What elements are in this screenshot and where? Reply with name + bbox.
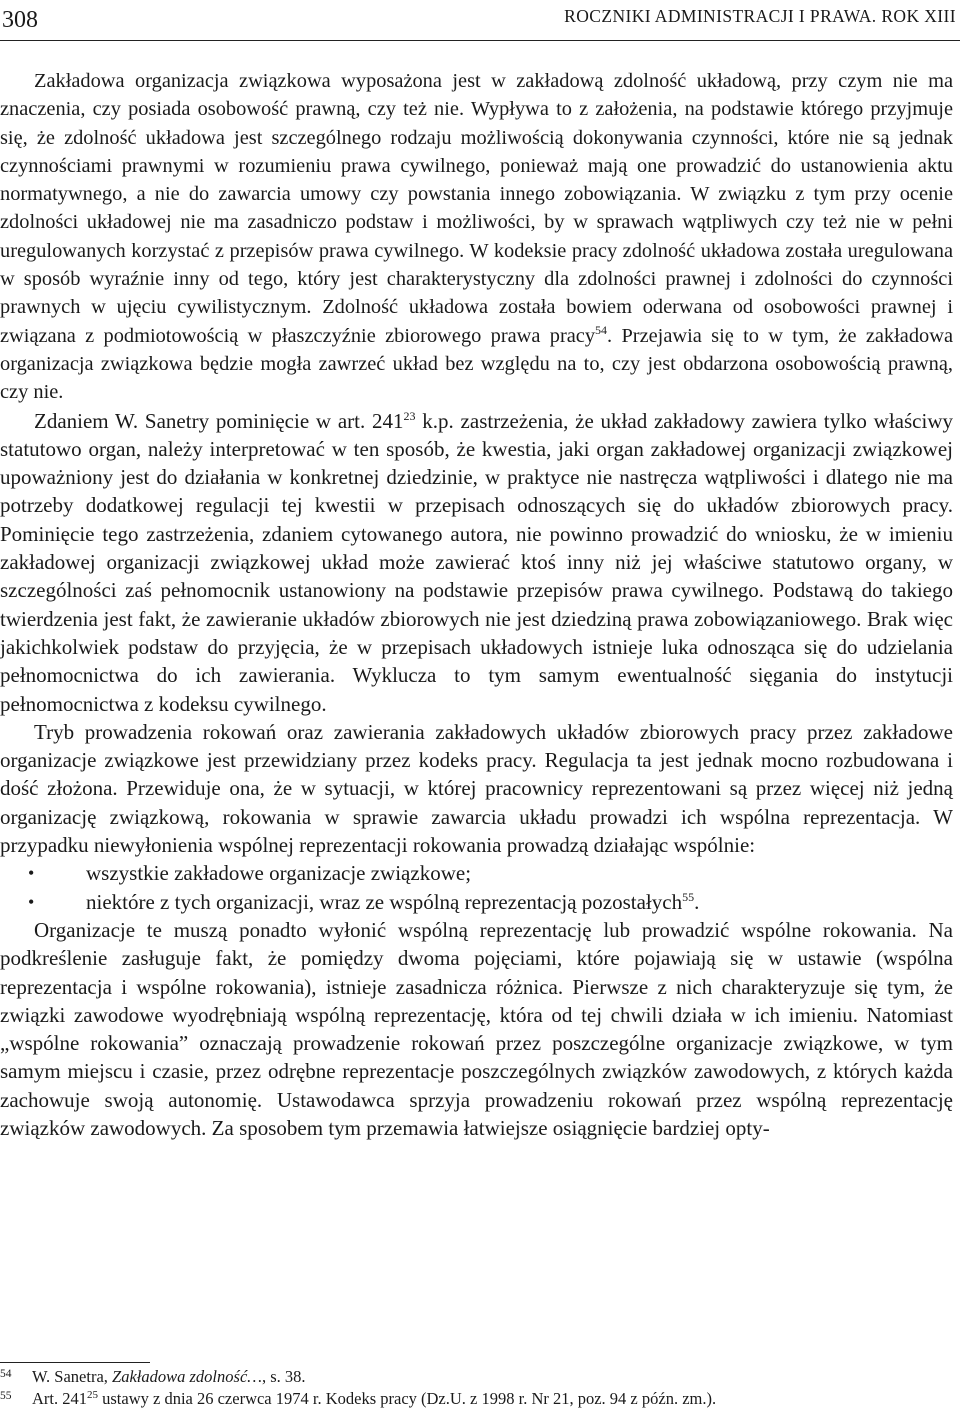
footnote-rest: , s. 38. xyxy=(261,1367,306,1386)
running-head: ROCZNIKI ADMINISTRACJI I PRAWA. ROK XIII xyxy=(564,6,956,26)
paragraph-4: Organizacje te muszą ponadto wyłonić wspólną reprezentację lub prowadzić wspólne rokowania. Na podkreślenie zasługuje fakt, że pomiędzy dwoma pojęciami, które pojawiają się w ustawie (wspólna reprezentacja i wspólne rokowania), istnieje zasadnicza różnica. Pierwsze z nich charakteryzuje się tym, że związki zawodowe wyodrębniają wspólną reprezentację, która od tej chwili działa w ich imieniu. Natomiast „wspólne rokowania” oznaczają prowadzenie rokowań przez poszczególne organizacje związkowe, w tym samym miejscu i czasie, przez odrębne reprezentacje poszczególnych związków zawodowych, z których każda zachowuje swoją autonomię. Ustawodawca sprzyja prowadzeniu rokowań przez wspólną reprezentację związków zawodowych. Za sposobem tym przemawia łatwiejsze osiągnięcie bardziej opty- xyxy=(0,917,953,1140)
article-superscript: 23 xyxy=(403,408,416,423)
paragraph-1-text: Zakładowa organizacja związkowa wyposażona jest w zakładową zdolność układową, przy czym nie ma znaczenia, czy posiada osobowość prawną, czy też nie. Wypływa to z założenia, na podstawie którego przyjmuje się, że zdolność układowa jest szczególnego rodzaju możliwością dokonywania czynności, które nie są jednak czynnościami prawnymi w rozumieniu prawa cywilnego, ponieważ mają one prowadzić do ustanowienia aktu normatywnego, a nie do zawarcia umowy czy powstania innego zobowiązania. W związku z tym przy ocenie zdolności układowej nie ma zasadniczo podstaw i możliwości, by w sprawach wątpliwych czy też nie w pełni uregulowanych korzystać z przepisów prawa cywilnego. W kodeksie pracy zdolność układowa została uregulowana w sposób wyraźnie inny od tego, który jest charakterystyczny dla zdolności prawnej i zdolności do czynności prawnych w ujęciu cywilistycznym. Zdolność układowa została bowiem oderwana od osobowości prawnej i związana z podmiotowością w płaszczyźnie zbiorowego prawa pracy xyxy=(0,70,953,347)
paragraph-3: Tryb prowadzenia rokowań oraz zawierania zakładowych układów zbiorowych pracy przez zakładowe organizacje związkowe jest przewidziany przez kodeks pracy. Regulacja ta jest jednak mocno rozbudowana i dość złożona. Przewiduje ona, że w sytuacji, w której pracownicy reprezentowani są przez więcej niż jedną organizację związkową, rokowania w sprawie zawarcia układu prowadzi ich wspólna reprezentacja. W przypadku niewyłonienia wspólnej reprezentacji rokowania prowadzą działając wspólnie: xyxy=(0,719,953,858)
paragraph-1-tail: . Przejawia się to w tym, że zakładowa organizacja związkowa będzie mogła zawrzeć układ bez względu na to, czy jest obdarzona osobowością prawną, czy nie. xyxy=(0,324,953,404)
bullet-list xyxy=(0,859,953,916)
footnote-rest: ustawy z dnia 26 czerwca 1974 r. Kodeks pracy (Dz.U. z 1998 r. Nr 21, poz. 94 z późn. zm.). xyxy=(98,1389,717,1408)
bullet-item-2 xyxy=(0,888,953,916)
paragraph-2 xyxy=(0,407,953,718)
footnote-title: Zakładowa zdolność… xyxy=(112,1367,262,1386)
body-text xyxy=(0,67,953,1142)
footnote-54 xyxy=(0,1366,953,1388)
bullet-item-2-text: niektóre z tych organizacji, wraz ze wspólną reprezentacją pozostałych xyxy=(86,889,683,914)
footnote-author: W. Sanetra, xyxy=(32,1367,113,1386)
page-number: 308 xyxy=(2,7,38,33)
footnote-ref-54[interactable]: 54 xyxy=(595,322,608,337)
paragraph-2-head: Zdaniem W. Sanetry pominięcie w art. 241 xyxy=(34,408,404,433)
footnote-55 xyxy=(0,1388,953,1410)
paragraph-1 xyxy=(0,67,953,407)
footnote-lead: Art. 241 xyxy=(32,1389,87,1408)
footnotes xyxy=(0,1366,953,1410)
footnote-divider xyxy=(0,1362,150,1363)
footnote-number: 54 xyxy=(0,1368,12,1380)
footnote-number: 55 xyxy=(0,1390,12,1402)
footnote-ref-55[interactable]: 55 xyxy=(682,889,695,904)
bullet-item-1-text: wszystkie zakładowe organizacje związkowe; xyxy=(86,861,472,886)
page-header xyxy=(0,0,960,41)
bullet-item-2-end: . xyxy=(694,889,700,914)
footnote-article-superscript: 25 xyxy=(87,1389,98,1401)
bullet-item-1 xyxy=(0,859,953,887)
paragraph-2-text: k.p. zastrzeżenia, że układ zakładowy zawiera tylko właściwy statutowo organ, należy interpretować w ten sposób, że kwestia, jaki organ zakładowej organizacji związkowej upoważniony jest do działania w konkretnej dziedzinie, w praktyce nie nastręcza wątpliwości i dlatego nie ma potrzeby dodatkowej regulacji tej kwestii w przepisach odnoszących się do układów zbiorowych pracy. Pominięcie tego zastrzeżenia, zdaniem cytowanego autora, nie powinno prowadzić do wniosku, że w imieniu zakładowej organizacji związkowej układ może zawierać ktoś inny niż jej właściwe statutowo organy, w szczególności zaś pełnomocnik ustanowiony na podstawie przepisów prawa cywilnego. Podstawą do takiego twierdzenia jest fakt, że zawieranie układów zbiorowych nie jest dziedziną prawa zobowiązaniowego. Brak więc jakichkolwiek podstaw do przyjęcia, że w przepisach układowych istnieje luka odnosząca się do udzielania pełnomocnictwa do ich zawierania. Wyklucza to tym samym ewentualność sięgania do instytucji pełnomocnictwa z kodeksu cywilnego. xyxy=(0,408,953,716)
